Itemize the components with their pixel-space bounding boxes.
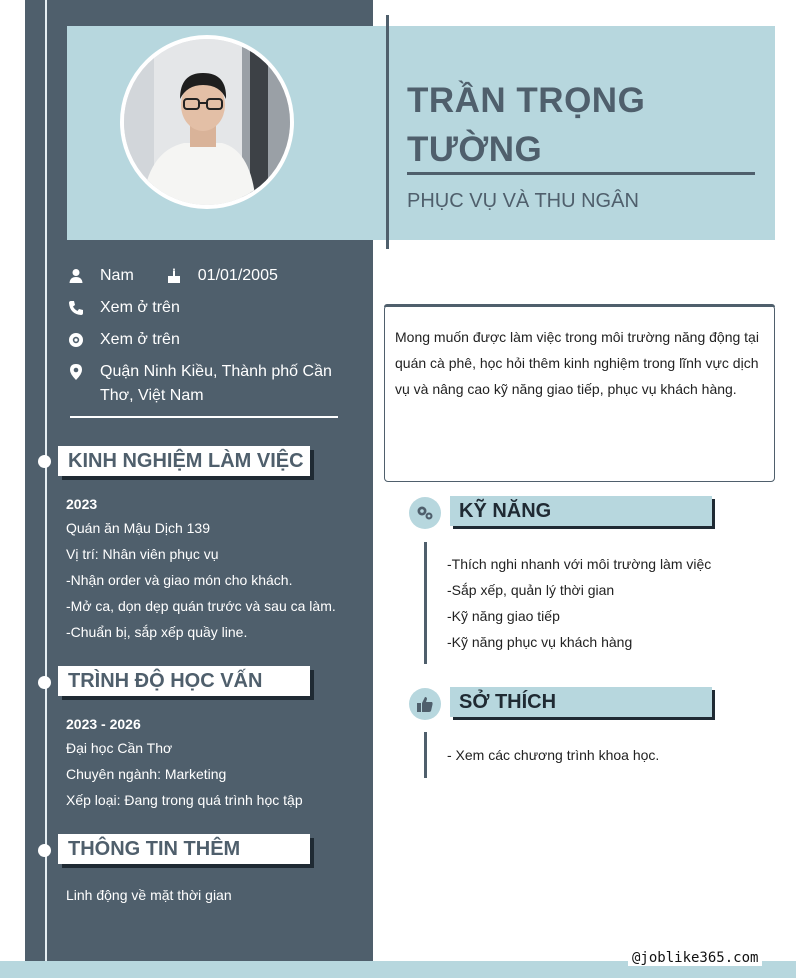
timeline-dot: [38, 844, 51, 857]
address-line-1: Quận Ninh Kiều, Thành phố Cần: [100, 363, 332, 380]
objective-top-border: [384, 304, 775, 307]
watermark: @joblike365.com: [628, 950, 762, 966]
list-item: -Kỹ năng giao tiếp: [447, 608, 560, 624]
address-line-2: Thơ, Việt Nam: [100, 387, 204, 404]
skills-divider: [424, 542, 427, 664]
name-line-1: TRẦN TRỌNG: [407, 81, 646, 120]
additional-text: Linh động về mặt thời gian: [66, 887, 232, 903]
list-item: -Thích nghi nhanh với môi trường làm việc: [447, 556, 712, 572]
education-line: Xếp loại: Đang trong quá trình học tập: [66, 792, 303, 808]
education-section: [66, 713, 366, 813]
experience-line: Quán ăn Mậu Dịch 139: [66, 520, 210, 536]
contact-email-row: [66, 328, 180, 352]
candidate-name: [407, 76, 757, 174]
name-line-2: TƯỜNG: [407, 130, 543, 169]
hobbies-divider: [424, 732, 427, 778]
skills-heading: KỸ NĂNG: [450, 496, 712, 526]
additional-heading: THÔNG TIN THÊM: [58, 834, 310, 864]
cake-icon: [164, 264, 184, 288]
career-objective: Mong muốn được làm việc trong môi trường năng động tại quán cà phê, học hỏi thêm kinh nghiệm trong lĩnh vực dịch vụ và nâng cao kỹ năng giao tiếp, phục vụ khách hàng.: [384, 305, 775, 482]
at-sign-icon: [66, 328, 86, 352]
education-line: Chuyên ngành: Marketing: [66, 766, 227, 782]
email-value: Xem ở trên: [100, 331, 180, 348]
name-underline: [407, 172, 755, 175]
hobbies-heading: SỞ THÍCH: [450, 687, 712, 717]
experience-line: -Chuẩn bị, sắp xếp quầy line.: [66, 624, 248, 640]
list-item: - Xem các chương trình khoa học.: [447, 747, 660, 763]
timeline-dot: [38, 676, 51, 689]
contact-divider: [70, 416, 338, 418]
address-value: [100, 360, 332, 408]
education-year: 2023 - 2026: [66, 716, 141, 732]
experience-line: -Nhận order và giao món cho khách.: [66, 572, 293, 588]
experience-section: [66, 493, 366, 645]
birthday-value: 01/01/2005: [197, 267, 278, 284]
experience-line: -Mở ca, dọn dẹp quán trước và sau ca làm.: [66, 598, 336, 614]
map-pin-icon: [66, 360, 86, 384]
education-line: Đại học Cần Thơ: [66, 740, 173, 756]
experience-heading: KINH NGHIỆM LÀM VIỆC: [58, 446, 310, 476]
contact-address-row: [66, 360, 332, 408]
gears-icon: [409, 497, 441, 529]
header-divider: [386, 15, 389, 249]
list-item: -Sắp xếp, quản lý thời gian: [447, 582, 615, 598]
hobbies-list: [447, 742, 659, 768]
contact-gender-row: [66, 264, 278, 288]
phone-icon: [66, 296, 86, 320]
timeline-dot: [38, 455, 51, 468]
experience-year: 2023: [66, 496, 98, 512]
thumbs-up-icon: [409, 688, 441, 720]
gender-value: Nam: [100, 267, 134, 284]
person-icon: [66, 264, 86, 288]
job-title: PHỤC VỤ VÀ THU NGÂN: [407, 190, 639, 212]
skills-list: [447, 551, 711, 655]
contact-phone-row: [66, 296, 180, 320]
list-item: -Kỹ năng phục vụ khách hàng: [447, 634, 633, 650]
education-heading: TRÌNH ĐỘ HỌC VẤN: [58, 666, 310, 696]
profile-photo: [120, 35, 294, 209]
experience-line: Vị trí: Nhân viên phục vụ: [66, 546, 219, 562]
phone-value: Xem ở trên: [100, 299, 180, 316]
timeline-line: [45, 0, 47, 978]
